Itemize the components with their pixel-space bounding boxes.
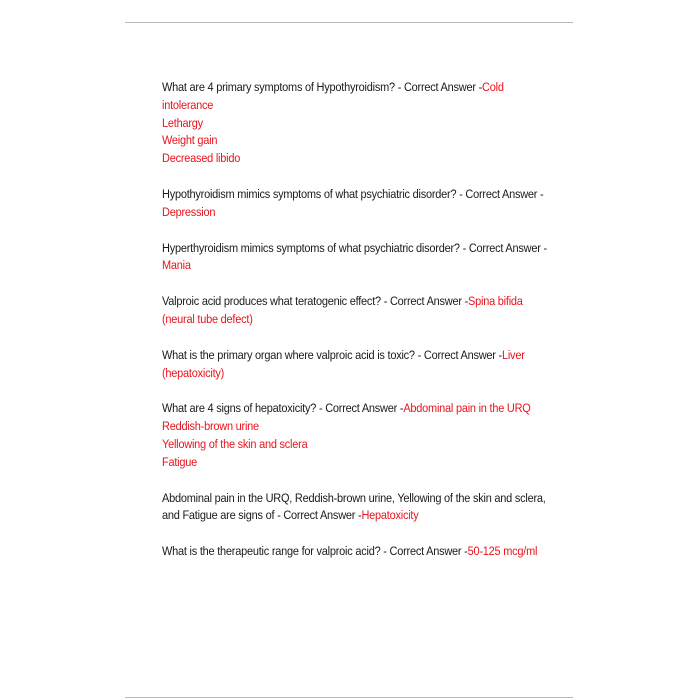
answer-text: Hepatoxicity bbox=[361, 508, 419, 523]
top-divider bbox=[125, 22, 573, 23]
question-text: Abdominal pain in the URQ, Reddish-brown urine, Yellowing of the skin and sclera, and Fatigue are signs of bbox=[162, 490, 546, 523]
answer-text: Weight gain bbox=[162, 133, 218, 148]
answer-separator: - Correct Answer - bbox=[394, 80, 483, 94]
answer-text: Cold intolerance bbox=[162, 80, 504, 112]
answer-text: Lethargy bbox=[162, 115, 203, 130]
answer-text: Depression bbox=[162, 204, 216, 219]
answer-separator: - Correct Answer - bbox=[316, 401, 404, 416]
answer-text: Reddish-brown urine bbox=[162, 419, 259, 434]
answer-text: Fatigue bbox=[162, 454, 198, 469]
question-text: What is the therapeutic range for valproic acid? bbox=[162, 544, 381, 559]
qa-item bbox=[162, 543, 557, 561]
bottom-divider bbox=[125, 697, 573, 698]
answer-separator: - Correct Answer - bbox=[456, 186, 544, 201]
answer-separator: - Correct Answer - bbox=[274, 508, 362, 523]
qa-list bbox=[162, 79, 557, 579]
question-text: What are 4 primary symptoms of Hypothyroidism? bbox=[162, 80, 395, 94]
answer-text: Yellowing of the skin and sclera bbox=[162, 436, 308, 451]
question-text: What are 4 signs of hepatoxicity? bbox=[162, 401, 317, 416]
answer-separator: - Correct Answer - bbox=[414, 347, 502, 362]
qa-item bbox=[162, 347, 557, 383]
qa-item bbox=[162, 79, 557, 168]
qa-item bbox=[162, 186, 557, 222]
answer-separator: - Correct Answer - bbox=[380, 544, 468, 559]
answer-text: 50-125 mcg/ml bbox=[467, 544, 538, 559]
answer-separator: - Correct Answer - bbox=[380, 294, 469, 309]
qa-item bbox=[162, 400, 557, 471]
question-text: Valproic acid produces what teratogenic effect? bbox=[162, 294, 381, 309]
question-text: Hypothyroidism mimics symptoms of what psychiatric disorder? bbox=[162, 186, 457, 201]
answer-text: Decreased libido bbox=[162, 151, 241, 166]
qa-item bbox=[162, 490, 557, 526]
answer-separator: - Correct Answer - bbox=[459, 240, 547, 255]
question-text: What is the primary organ where valproic acid is toxic? bbox=[162, 347, 415, 362]
question-text: Hyperthyroidism mimics symptoms of what psychiatric disorder? bbox=[162, 240, 460, 255]
answer-text: Mania bbox=[162, 258, 191, 273]
qa-item bbox=[162, 240, 557, 276]
answer-text: Abdominal pain in the URQ bbox=[403, 401, 531, 416]
answer-text: Liver (hepatoxicity) bbox=[162, 347, 525, 380]
answer-text: Spina bifida (neural tube defect) bbox=[162, 294, 523, 326]
qa-item bbox=[162, 293, 557, 329]
